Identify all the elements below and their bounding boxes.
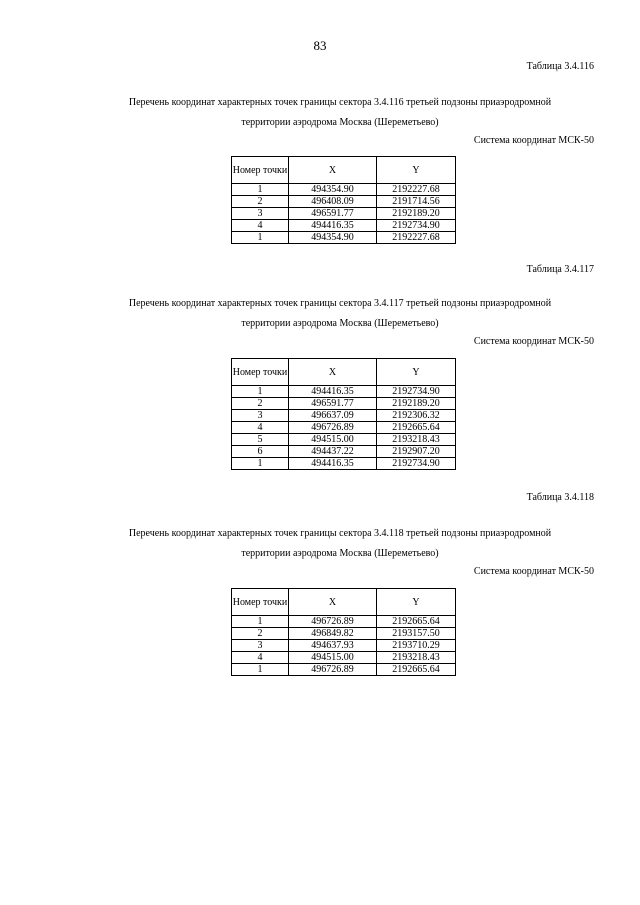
cell-point-number: 3 bbox=[232, 208, 289, 220]
cell-point-number: 5 bbox=[232, 434, 289, 446]
cell-x: 496408.09 bbox=[289, 196, 377, 208]
cell-y: 2192665.64 bbox=[377, 616, 456, 628]
cell-y: 2191714.56 bbox=[377, 196, 456, 208]
cell-y: 2192734.90 bbox=[377, 220, 456, 232]
coordinate-system: Система координат МСК-50 bbox=[473, 135, 594, 146]
header-x: X bbox=[289, 589, 377, 616]
cell-x: 496591.77 bbox=[289, 208, 377, 220]
table-header-row bbox=[232, 359, 456, 386]
cell-x: 496726.89 bbox=[289, 422, 377, 434]
coordinates-table bbox=[231, 588, 456, 676]
cell-y: 2193218.43 bbox=[377, 434, 456, 446]
cell-x: 496849.82 bbox=[289, 628, 377, 640]
header-y: Y bbox=[377, 359, 456, 386]
coordinates-table bbox=[231, 358, 456, 470]
table-row bbox=[232, 208, 456, 220]
table-label: Таблица 3.4.118 bbox=[526, 492, 594, 503]
cell-point-number: 1 bbox=[232, 386, 289, 398]
table-row bbox=[232, 458, 456, 470]
table-row bbox=[232, 422, 456, 434]
coordinate-system: Система координат МСК-50 bbox=[473, 566, 594, 577]
header-x: X bbox=[289, 157, 377, 184]
table-caption bbox=[40, 294, 640, 334]
cell-x: 494637.93 bbox=[289, 640, 377, 652]
coordinate-system: Система координат МСК-50 bbox=[473, 336, 594, 347]
cell-point-number: 1 bbox=[232, 184, 289, 196]
cell-y: 2192227.68 bbox=[377, 184, 456, 196]
header-point-number: Номер точки bbox=[232, 589, 289, 616]
cell-x: 494515.00 bbox=[289, 652, 377, 664]
cell-point-number: 2 bbox=[232, 196, 289, 208]
table-caption bbox=[40, 524, 640, 564]
caption-line-1: Перечень координат характерных точек границы сектора 3.4.116 третьей подзоны приаэродромной bbox=[128, 97, 552, 108]
cell-x: 494354.90 bbox=[289, 232, 377, 244]
table-row bbox=[232, 446, 456, 458]
table-header-row bbox=[232, 157, 456, 184]
cell-point-number: 3 bbox=[232, 410, 289, 422]
caption-line-1: Перечень координат характерных точек границы сектора 3.4.118 третьей подзоны приаэродромной bbox=[128, 528, 552, 539]
cell-y: 2192665.64 bbox=[377, 664, 456, 676]
cell-y: 2192306.32 bbox=[377, 410, 456, 422]
cell-x: 494416.35 bbox=[289, 386, 377, 398]
cell-point-number: 4 bbox=[232, 220, 289, 232]
coordinates-table bbox=[231, 156, 456, 244]
table-label: Таблица 3.4.116 bbox=[526, 61, 594, 72]
cell-x: 494515.00 bbox=[289, 434, 377, 446]
cell-x: 496637.09 bbox=[289, 410, 377, 422]
table-row bbox=[232, 220, 456, 232]
cell-x: 496726.89 bbox=[289, 664, 377, 676]
cell-y: 2192907.20 bbox=[377, 446, 456, 458]
table-row bbox=[232, 398, 456, 410]
caption-line-2: территории аэродрома Москва (Шереметьево) bbox=[241, 548, 439, 559]
cell-point-number: 6 bbox=[232, 446, 289, 458]
caption-line-2: территории аэродрома Москва (Шереметьево) bbox=[241, 117, 439, 128]
table-row bbox=[232, 652, 456, 664]
caption-line-1: Перечень координат характерных точек границы сектора 3.4.117 третьей подзоны приаэродромной bbox=[128, 298, 552, 309]
cell-x: 494416.35 bbox=[289, 458, 377, 470]
table-row bbox=[232, 640, 456, 652]
header-x: X bbox=[289, 359, 377, 386]
cell-point-number: 2 bbox=[232, 398, 289, 410]
header-y: Y bbox=[377, 589, 456, 616]
cell-y: 2192227.68 bbox=[377, 232, 456, 244]
cell-y: 2192189.20 bbox=[377, 398, 456, 410]
table-row bbox=[232, 232, 456, 244]
table-row bbox=[232, 616, 456, 628]
header-point-number: Номер точки bbox=[232, 157, 289, 184]
cell-x: 494416.35 bbox=[289, 220, 377, 232]
cell-point-number: 2 bbox=[232, 628, 289, 640]
table-row bbox=[232, 664, 456, 676]
cell-point-number: 3 bbox=[232, 640, 289, 652]
cell-point-number: 4 bbox=[232, 652, 289, 664]
table-row bbox=[232, 386, 456, 398]
cell-point-number: 1 bbox=[232, 664, 289, 676]
table-row bbox=[232, 410, 456, 422]
cell-point-number: 1 bbox=[232, 232, 289, 244]
cell-y: 2192734.90 bbox=[377, 386, 456, 398]
cell-y: 2193710.29 bbox=[377, 640, 456, 652]
cell-y: 2193157.50 bbox=[377, 628, 456, 640]
cell-x: 496591.77 bbox=[289, 398, 377, 410]
cell-x: 496726.89 bbox=[289, 616, 377, 628]
table-row bbox=[232, 628, 456, 640]
table-row bbox=[232, 184, 456, 196]
table-row bbox=[232, 434, 456, 446]
cell-point-number: 1 bbox=[232, 458, 289, 470]
cell-y: 2193218.43 bbox=[377, 652, 456, 664]
cell-x: 494437.22 bbox=[289, 446, 377, 458]
table-label: Таблица 3.4.117 bbox=[526, 264, 594, 275]
cell-y: 2192734.90 bbox=[377, 458, 456, 470]
page-number: 83 bbox=[313, 38, 327, 53]
cell-x: 494354.90 bbox=[289, 184, 377, 196]
table-header-row bbox=[232, 589, 456, 616]
cell-point-number: 1 bbox=[232, 616, 289, 628]
cell-point-number: 4 bbox=[232, 422, 289, 434]
table-caption bbox=[40, 93, 640, 133]
table-row bbox=[232, 196, 456, 208]
cell-y: 2192665.64 bbox=[377, 422, 456, 434]
header-y: Y bbox=[377, 157, 456, 184]
caption-line-2: территории аэродрома Москва (Шереметьево) bbox=[241, 318, 439, 329]
cell-y: 2192189.20 bbox=[377, 208, 456, 220]
header-point-number: Номер точки bbox=[232, 359, 289, 386]
